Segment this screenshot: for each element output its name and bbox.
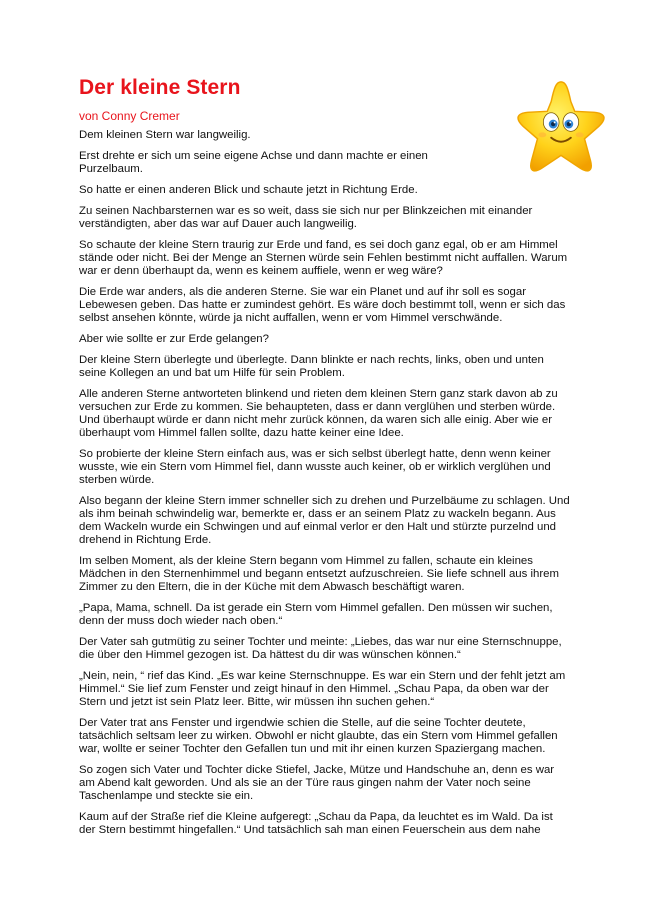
story-paragraph: So hatte er einen anderen Blick und schaute jetzt in Richtung Erde. bbox=[79, 184, 418, 196]
story-paragraph: Im selben Moment, als der kleine Stern begann vom Himmel zu fallen, schaute ein kleines Mädchen in den Sternenhimmel und begann entsetzt aufzuschreien. Sie liefe schnell aus ihrem Zimmer zu den Eltern, die in der Küche mit dem Abwasch beschäftigt waren. bbox=[79, 555, 559, 593]
story-paragraph: So zogen sich Vater und Tochter dicke Stiefel, Jacke, Mütze und Handschuhe an, denn es war am Abend kalt geworden. Und als sie an der Türe raus gingen nahm der Vater noch seine Taschenlampe und steckte sie ein. bbox=[79, 764, 555, 802]
story-body bbox=[79, 129, 609, 845]
story-paragraph: Alle anderen Sterne antworteten blinkend und rieten dem kleinen Stern ganz stark davon ab zu versuchen zur Erde zu kommen. Sie behaupteten, dass er dann verglühen und sterben würde. Und überhaupt würde er dann nicht mehr zurück können, da waren sich alle einig. Aber wie er überhaupt vom Himmel fallen sollte, dazu hatte keiner eine Idee. bbox=[79, 388, 558, 439]
story-paragraph: Also begann der kleine Stern immer schneller sich zu drehen und Purzelbäume zu schlagen. Und als ihm beinah schwindelig war, bemerkte er, dass er an seinem Platz zu wackeln begann. Aus dem Wackeln wurde ein Schwingen und auf einmal verlor er den Halt und stürzte purzelnd und drehend in Richtung Erde. bbox=[79, 495, 570, 546]
story-paragraph: Die Erde war anders, als die anderen Sterne. Sie war ein Planet und auf ihr soll es sogar Lebewesen geben. Das hatte er zumindest gehört. Es wäre doch bestimmt toll, wenn er sich das selbst ansehen könnte, würde ja nicht auffallen, wenn er vom Himmel verschwände. bbox=[79, 286, 566, 324]
story-paragraph: „Papa, Mama, schnell. Da ist gerade ein Stern vom Himmel gefallen. Den müssen wir suchen, denn der muss doch wieder nach oben.“ bbox=[79, 602, 553, 627]
story-paragraph: So schaute der kleine Stern traurig zur Erde und fand, es sei doch ganz egal, ob er am Himmel stände oder nicht. Bei der Menge an Sternen würde sein Fehlen bestimmt nicht auffallen. Warum war er denn überhaupt da, wenn es keinem auffiele, wenn er weg wäre? bbox=[79, 239, 568, 277]
story-paragraph: „Nein, nein, “ rief das Kind. „Es war keine Sternschnuppe. Es war ein Stern und der fehlt jetzt am Himmel.“ Sie lief zum Fenster und zeigt hinauf in den Himmel. „Schau Papa, da oben war der Stern und jetzt ist sein Platz leer. Bitte, wir müssen ihn suchen gehen.“ bbox=[79, 670, 566, 708]
story-title: Der kleine Stern bbox=[79, 76, 241, 99]
story-paragraph: Dem kleinen Stern war langweilig. bbox=[79, 129, 251, 141]
story-paragraph: So probierte der kleine Stern einfach aus, was er sich selbst überlegt hatte, denn wenn keiner wusste, wie ein Stern vom Himmel fiel, dann wusste auch keiner, ob er wirklich verglühen und sterben würde. bbox=[79, 448, 551, 486]
story-paragraph: Der Vater sah gutmütig zu seiner Tochter und meinte: „Liebes, das war nur eine Sternschnuppe, die über den Himmel gezogen ist. Da hättest du dir was wünschen können.“ bbox=[79, 636, 562, 661]
story-author: von Conny Cremer bbox=[79, 109, 180, 123]
story-paragraph: Zu seinen Nachbarsternen war es so weit, dass sie sich nur per Blinkzeichen mit einander verständigten, aber das war auf Dauer auch langweilig. bbox=[79, 205, 533, 230]
story-paragraph: Kaum auf der Straße rief die Kleine aufgeregt: „Schau da Papa, da leuchtet es im Wald. Da ist der Stern bestimmt hingefallen.“ Und tatsächlich sah man einen Feuerschein aus dem nahe bbox=[79, 811, 553, 836]
story-paragraph: Der Vater trat ans Fenster und irgendwie schien die Stelle, auf die seine Tochter deutete, tatsächlich seltsam leer zu wirken. Obwohl er nicht glaubte, das ein Stern vom Himmel gefallen war, wollte er seiner Tochter den Gefallen tun und mit ihr einen kurzen Spaziergang machen. bbox=[79, 717, 558, 755]
story-paragraph: Aber wie sollte er zur Erde gelangen? bbox=[79, 333, 269, 345]
story-paragraph: Der kleine Stern überlegte und überlegte. Dann blinkte er nach rechts, links, oben und unten seine Kollegen an und bat um Hilfe für sein Problem. bbox=[79, 354, 544, 379]
story-paragraph: Erst drehte er sich um seine eigene Achse und dann machte er einen Purzelbaum. bbox=[79, 150, 428, 175]
